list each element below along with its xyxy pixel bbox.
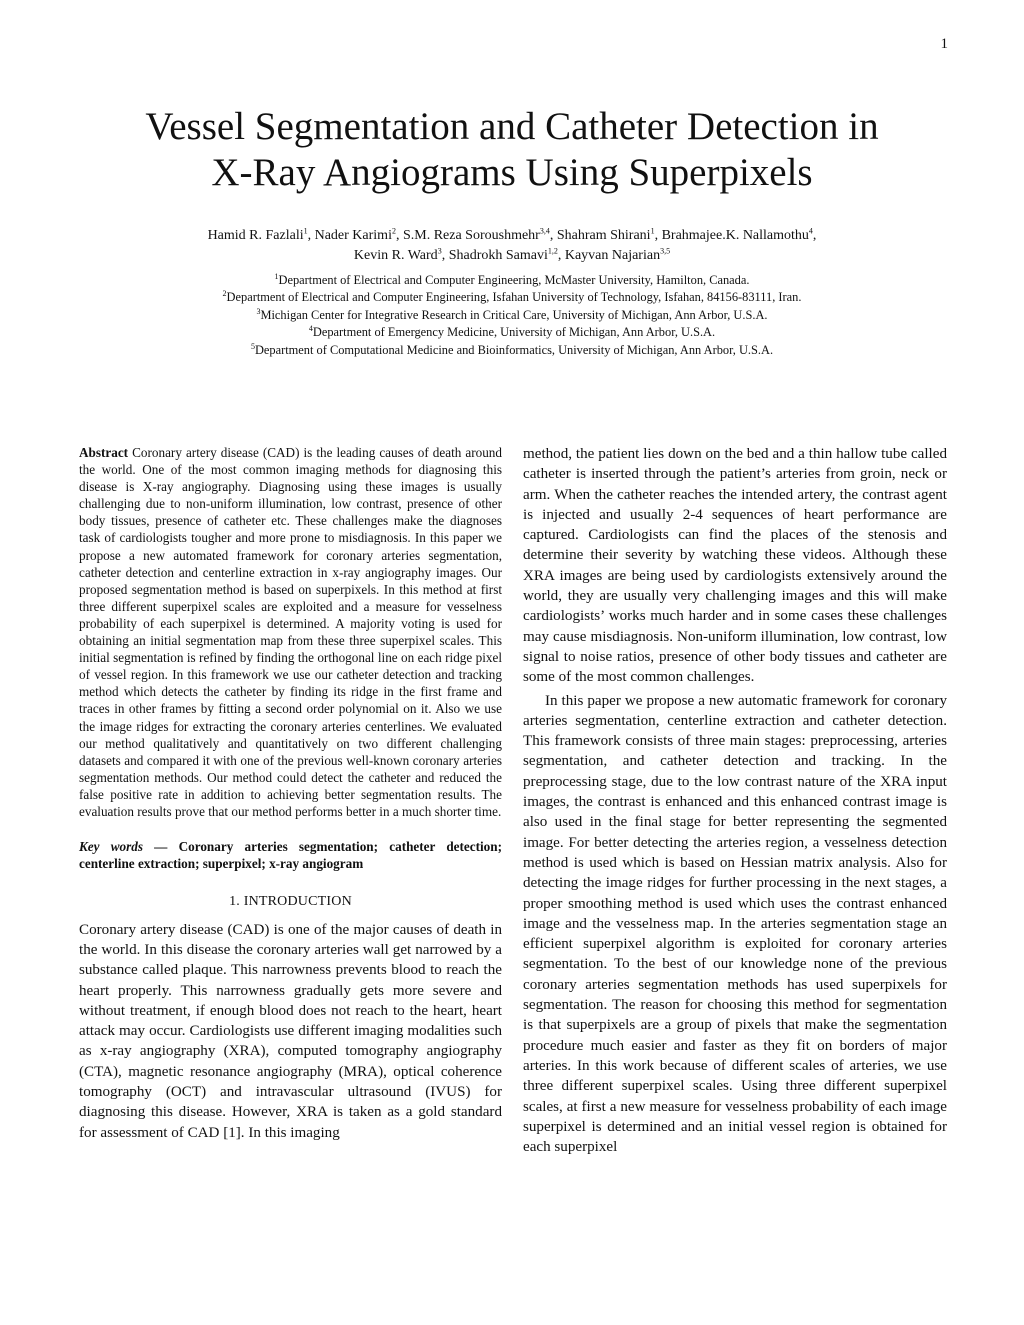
author-name: Hamid R. Fazlali xyxy=(207,228,304,243)
author-affil-sup: 1,2 xyxy=(547,246,558,256)
intro-paragraph-continued: method, the patient lies down on the bed and a thin hallow tube called catheter is inserted through the patient’s arteries from groin, neck or arm. When the catheter reaches the intended artery, the contrast agent is injected and usually 2-4 sequences of heart performance are captured. Cardiologists can find the places of the stenosis and determine their severity by watching these videos. Although these XRA images are being used by cardiologists extensively around the world, they are usually very challenging images and this will make cardiologists’ works much harder and in some cases these challenges may cause misdiagnosis. Non-uniform illumination, low contrast, low signal to noise ratios, presence of other body tissues and catheter are some of the most common challenges. xyxy=(523,446,947,686)
affiliation: $^1$Department of Electrical and Computer Engineering, McMaster University, Hamilton, Canada. xyxy=(274,271,750,287)
right-column xyxy=(523,444,947,1157)
page-number: 1 xyxy=(940,36,948,52)
keywords: Key words — Coronary arteries segmentation; catheter detection; centerline extraction; superpixel; x-ray angiogram xyxy=(79,839,503,872)
affiliation: $^3$Michigan Center for Integrative Research in Critical Care, University of Michigan, Ann Arbor, U.S.A. xyxy=(256,306,768,322)
keywords-text: Coronary arteries segmentation; catheter detection; centerline extraction; superpixel; x-ray angiogram xyxy=(79,839,503,872)
title-line-1: Vessel Segmentation and Catheter Detection in xyxy=(145,105,879,148)
abstract-label: Abstract xyxy=(79,445,129,460)
author-affil-sup: 1 xyxy=(650,226,655,236)
affiliation: $^2$Department of Electrical and Computer Engineering, Isfahan University of Technology, Isfahan, 84156-83111, Iran. xyxy=(222,289,802,305)
author-name: S.M. Reza Soroushmehr xyxy=(402,228,540,243)
author-name: Nader Karimi xyxy=(314,228,392,243)
paper-title xyxy=(0,104,1024,196)
author-line-1: Hamid R. Fazlali$^1$, Nader Karimi$^2$, S.M. Reza Soroushmehr$^{3,4}$, Shahram Shirani$^1$, Brahmajee.K. Nallamothu$^4$, xyxy=(207,226,817,243)
intro-paragraph: Coronary artery disease (CAD) is one of the major causes of death in the world. In this disease the coronary arteries wall get narrowed by a substance called plaque. This narrowness prevents blood to reach the heart properly. This narrowness gradually gets more severe and without treatment, if enough blood does not reach to the heart, heart attack may occur. Cardiologists use different imaging modalities such as x-ray angiography (XRA), computed tomography angiography (CTA), magnetic resonance angiography (MRA), optical coherence tomography (OCT) and intravascular ultrasound (IVUS) for diagnosing this disease. However, XRA is taken as a gold standard for assessment of CAD [1]. In this imaging xyxy=(79,921,502,1141)
author-affil-sup: 3,5 xyxy=(660,246,671,256)
author-line-2: Kevin R. Ward$^3$, Shadrokh Samavi$^{1,2}$, Kayvan Najarian$^{3,5}$ xyxy=(353,246,671,263)
author-name: Shahram Shirani xyxy=(556,228,651,243)
author-name: Kayvan Najarian xyxy=(564,248,661,263)
author-affil-sup: 1 xyxy=(303,226,308,236)
affiliation: $^5$Department of Computational Medicine and Bioinformatics, University of Michigan, Ann Arbor, U.S.A. xyxy=(250,341,774,357)
section-heading-introduction: 1. INTRODUCTION xyxy=(229,893,352,909)
author-name: Shadrokh Samavi xyxy=(448,248,548,263)
affiliations xyxy=(90,272,934,359)
author-name: Kevin R. Ward xyxy=(353,248,438,263)
author-affil-sup: 4 xyxy=(808,226,813,236)
abstract xyxy=(79,444,502,820)
title-line-2: X-Ray Angiograms Using Superpixels xyxy=(211,151,813,194)
author-affil-sup: 3 xyxy=(437,246,442,256)
affiliation: $^4$Department of Emergency Medicine, University of Michigan, Ann Arbor, U.S.A. xyxy=(308,324,716,340)
author-list xyxy=(110,226,914,266)
keywords-label: Key words xyxy=(79,839,143,855)
abstract-text: Coronary artery disease (CAD) is the leading causes of death around the world. One of the most common imaging methods for diagnosing this disease is X-ray angiography. Diagnosing using these images is usually challenging due to non-uniform illumination, low contrast, presence of other body tissues, presence of catheter etc. These challenges make the diagnoses task of cardiologists tougher and more prone to misdiagnosis. In this paper we propose a new automated framework for coronary arteries segmentation, catheter detection and centerline extraction in x-ray angiography images. Our proposed segmentation method is based on superpixels. In this method at first three different superpixel scales are exploited and a measure for vesselness probability of each superpixel is determined. A majority voting is used for obtaining an initial segmentation map from these three superpixel scales. This initial segmentation is refined by finding the orthogonal line on each ridge pixel of vessel region. In this framework we use our catheter detection and tracking method which detects the catheter by finding its ridge in the first frame and traces in other frames by fitting a second order polynomial on it. Also we use the image ridges for extracting the coronary arteries centerlines. We evaluated our method qualitatively and quantitatively on two different challenging datasets and compared it with one of the previous well-known coronary arteries segmentation methods. Our method could detect the catheter and reduced the false positive rate in addition to achieving better segmentation results. The evaluation results prove that our method performs better in a much shorter time. xyxy=(79,445,502,819)
intro-paragraph: In this paper we propose a new automatic framework for coronary arteries segmentation, centerline extraction and catheter detection. This framework consists of three main stages: preprocessing, arteries segmentation, and catheter detection and tracking. In the preprocessing stage, due to the low contrast nature of the XRA input images, the contrast is enhanced and this enhanced contrast image is also used in the final stage for better representing the segmented image. For better detecting the arteries region, a vesselness detection method is used which is based on Hessian matrix analysis. Also for detecting the image ridges for further processing in the next stages, a proper smoothing method is used which uses the contrast enhanced image and the vesselness map. In the arteries segmentation stage an efficient superpixel algorithm is exploited for coronary arteries segmentation. To the best of our knowledge none of the previous coronary arteries segmentation methods has used superpixels for segmentation. The reason for choosing this method for segmentation is that superpixels are a group of pixels that make the segmentation procedure much easier and faster as they fit on borders of major arteries. In this work because of different scales of arteries, we use three different superpixel scales. Using three different superpixel scales, at first a new measure for vesselness probability of each image superpixel is determined and an initial vessel region is obtained for each superpixel xyxy=(523,692,947,1156)
left-column xyxy=(79,444,502,1143)
author-name: Brahmajee.K. Nallamothu xyxy=(661,228,809,243)
author-affil-sup: 3,4 xyxy=(539,226,550,236)
author-affil-sup: 2 xyxy=(391,226,396,236)
